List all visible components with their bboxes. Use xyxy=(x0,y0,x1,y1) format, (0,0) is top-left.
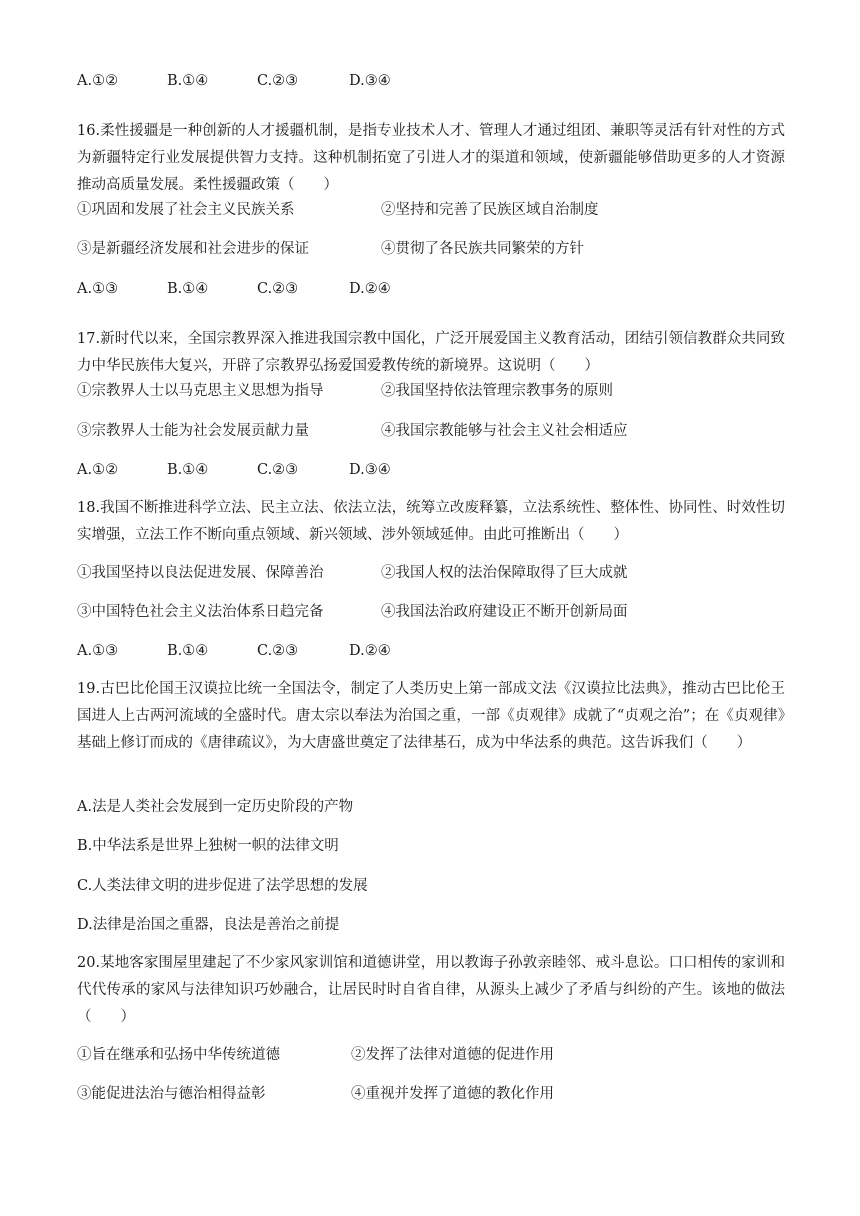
q19-choice-c: C.人类法律文明的进步促进了法学思想的发展 xyxy=(77,878,368,894)
q16-option-4: ④贯彻了各民族共同繁荣的方针 xyxy=(381,241,584,257)
choice-b: B.①④ xyxy=(167,73,209,89)
q18-option-3: ③中国特色社会主义法治体系日趋完备 xyxy=(77,604,324,620)
q17-choice-c: C.②③ xyxy=(257,462,299,478)
q16-choice-a: A.①③ xyxy=(77,281,119,297)
q17-option-3: ③宗教界人士能为社会发展贡献力量 xyxy=(77,423,309,439)
q19-choice-a: A.法是人类社会发展到一定历史阶段的产物 xyxy=(77,799,354,815)
q16-choice-b: B.①④ xyxy=(167,281,209,297)
q17-option-2: ②我国坚持依法管理宗教事务的原则 xyxy=(381,383,613,399)
q17-stem: 17.新时代以来，全国宗教界深入推进我国宗教中国化，广泛开展爱国主义教育活动，团结引领信教群众共同致力中华民族伟大复兴，开辟了宗教界弘扬爱国爱教传统的新境界。这说明（ ） xyxy=(77,331,785,374)
q17-choice-b: B.①④ xyxy=(167,462,209,478)
q18-stem: 18.我国不断推进科学立法、民主立法、依法立法，统筹立改废释纂，立法系统性、整体性、协同性、时效性切实增强，立法工作不断向重点领域、新兴领域、涉外领域延伸。由此可推断出（ ） xyxy=(77,500,785,543)
q18-option-2: ②我国人权的法治保障取得了巨大成就 xyxy=(381,565,628,581)
q16-choice-c: C.②③ xyxy=(257,281,299,297)
q18-option-4: ④我国法治政府建设正不断开创新局面 xyxy=(381,604,628,620)
choice-a: A.①② xyxy=(77,73,119,89)
q20-option-2: ②发挥了法律对道德的促进作用 xyxy=(351,1047,554,1063)
q17-choice-a: A.①② xyxy=(77,462,119,478)
q16-stem: 16.柔性援疆是一种创新的人才援疆机制，是指专业技术人才、管理人才通过组团、兼职等灵活有针对性的方式为新疆特定行业发展提供智力支持。这种机制拓宽了引进人才的渠道和领域，使新疆能够借助更多的人才资源推动高质量发展。柔性援疆政策（ ） xyxy=(77,123,785,193)
q19-stem: 19.古巴比伦国王汉谟拉比统一全国法令，制定了人类历史上第一部成文法《汉谟拉比法典》，推动古巴比伦王国进人上古两河流域的全盛时代。唐太宗以奉法为治国之重，一部《贞观律》成就了“贞观之治”；在《贞观律》基础上修订而成的《唐律疏议》，为大唐盛世奠定了法律基石，成为中华法系的典范。这告诉我们（ ） xyxy=(77,681,785,751)
q17-choice-d: D.③④ xyxy=(349,462,391,478)
q18-choice-a: A.①③ xyxy=(77,643,119,659)
q19-choice-d: D.法律是治国之重器，良法是善治之前提 xyxy=(77,917,340,933)
q16-option-1: ①巩固和发展了社会主义民族关系 xyxy=(77,202,295,218)
q20-option-3: ③能促进法治与德治相得益彰 xyxy=(77,1086,266,1102)
q18-choice-b: B.①④ xyxy=(167,643,209,659)
q20-option-4: ④重视并发挥了道德的教化作用 xyxy=(351,1086,554,1102)
q18-option-1: ①我国坚持以良法促进发展、保障善治 xyxy=(77,565,324,581)
q20-option-1: ①旨在继承和弘扬中华传统道德 xyxy=(77,1047,280,1063)
q16-choice-d: D.②④ xyxy=(349,281,391,297)
q18-choice-c: C.②③ xyxy=(257,643,299,659)
q17-option-4: ④我国宗教能够与社会主义社会相适应 xyxy=(381,423,628,439)
q20-stem: 20.某地客家围屋里建起了不少家风家训馆和道德讲堂，用以教诲子孙敦亲睦邻、戒斗息讼。口口相传的家训和代代传承的家风与法律知识巧妙融合，让居民时时自省自律，从源头上减少了矛盾与纠纷的产生。该地的做法（ ） xyxy=(77,955,785,1025)
q16-option-2: ②坚持和完善了民族区域自治制度 xyxy=(381,202,599,218)
q19-choice-b: B.中华法系是世界上独树一帜的法律文明 xyxy=(77,838,339,854)
choice-c: C.②③ xyxy=(257,73,299,89)
choice-d: D.③④ xyxy=(349,73,391,89)
q17-option-1: ①宗教界人士以马克思主义思想为指导 xyxy=(77,383,324,399)
q16-option-3: ③是新疆经济发展和社会进步的保证 xyxy=(77,241,309,257)
q18-choice-d: D.②④ xyxy=(349,643,391,659)
